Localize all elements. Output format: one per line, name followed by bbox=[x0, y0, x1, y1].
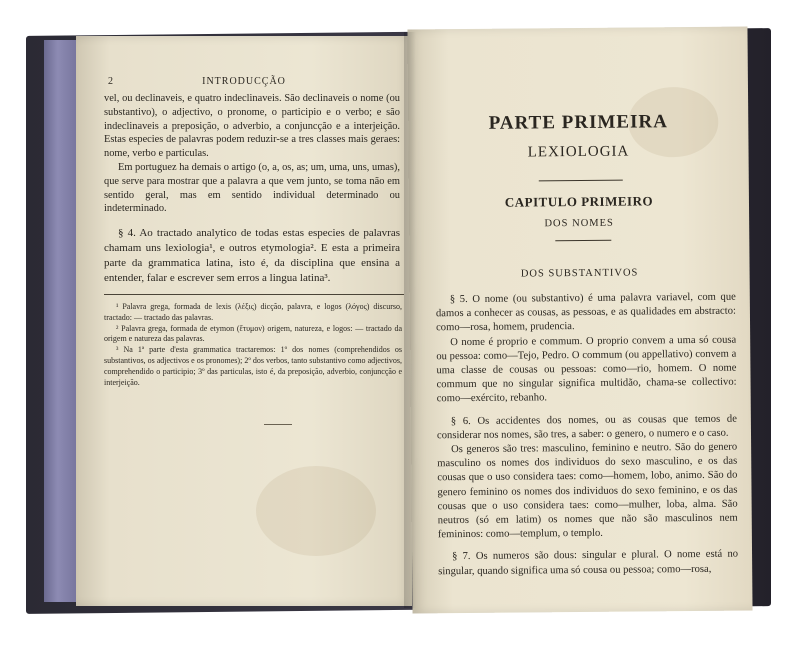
part-subtitle: LEXIOLOGIA bbox=[527, 143, 630, 161]
chapter-subtitle: DOS NOMES bbox=[544, 217, 614, 230]
part-title: PARTE PRIMEIRA bbox=[488, 111, 668, 134]
footnote-rule bbox=[104, 294, 404, 295]
paragraph: vel, ou declinaveis, e quatro indeclinaveis. São declinaveis o nome (ou substantivo), o adjectivo, o pronome, o participio e o verbo; e são indeclinaveis a preposição, o adverbio, a conjuncção e a interjeição. Estas especies de palavras podem reduzir-se a tres classes mais geraes: nome, verbo e particulas. bbox=[104, 93, 400, 160]
footnotes bbox=[104, 302, 402, 388]
title-rule bbox=[539, 180, 623, 182]
footnote: ¹ Palavra grega, formada de lexis (λέξις) dicção, palavra, e logos (λόγος) discurso, tractado: — tractado das palavras. bbox=[104, 302, 402, 322]
running-head: INTRODUCÇÃO bbox=[202, 76, 286, 87]
book-spine bbox=[44, 40, 80, 602]
paper-stain bbox=[256, 466, 376, 556]
paragraph: O nome é proprio e commum. O proprio convem a uma só cousa ou pessoa: como—Tejo, Pedro. O commum (ou appellativo) convem a uma classe de cousas ou pessoas: como—rio, homem. O nome commum que no singular significa multidão, chama-se collectivo: como—exército, rebanho. bbox=[436, 334, 737, 405]
left-page bbox=[76, 36, 412, 606]
left-body-text bbox=[104, 92, 400, 286]
footnote: ² Palavra grega, formada de etymon (ἔτυμον) origem, natureza, e logos: — tractado da origem e natureza das palavras. bbox=[104, 323, 402, 344]
chapter-rule bbox=[555, 240, 611, 241]
section-heading: DOS SUBSTANTIVOS bbox=[520, 267, 639, 280]
paragraph: Os generos são tres: masculino, feminino e neutro. São do genero masculino os nomes dos individuos do sexo masculino, e os das cousas que o uso considera taes: como—homem, lobo, animo. São do genero feminino os nomes dos individuos do sexo feminino, e os das cousas que o uso considera taes: como—mulher, loba, alma. São neutros (só em latim) os nomes que não são masculinos nem femininos: como—templum, o templo. bbox=[437, 441, 738, 541]
right-page bbox=[407, 27, 752, 614]
ornament-mark bbox=[264, 424, 292, 425]
section-paragraph: § 6. Os accidentes dos nomes, ou as cousas que temos de considerar nos nomes, são tres, a saber: o genero, o numero e o caso. bbox=[436, 413, 737, 442]
chapter-title: CAPITULO PRIMEIRO bbox=[504, 193, 654, 210]
section-paragraph: § 7. Os numeros são dous: singular e plural. O nome está no singular, quando significa uma só cousa ou pessoa; como—rosa, bbox=[438, 549, 739, 577]
page-gutter bbox=[404, 32, 416, 608]
footnote: ³ Na 1ª parte d'esta grammatica tractaremos: 1º dos nomes (comprehendidos os substantivos, os adjectivos e os pronomes); 2º dos verbos, tanto substantivo como adjectivos, comprehendido o participio; 3º das particulas, isto é, da preposição, adverbio, conjuncção e interjeição. bbox=[104, 345, 402, 387]
page-number: 2 bbox=[108, 76, 113, 87]
section-paragraph: § 4. Ao tractado analytico de todas estas especies de palavras chamam uns lexiologia¹, e outros etymologia². E esta a primeira parte da grammatica latina, isto é, da disciplina que ensina a entender, falar e escrever sem erros a lingua latina³. bbox=[104, 227, 400, 285]
paragraph: Em portuguez ha demais o artigo (o, a, os, as; um, uma, uns, umas), que serve para mostrar que a palavra a que vem junto, se toma não em sentido geral, mas em sentido individual determinado ou indeterminado. bbox=[104, 161, 400, 215]
paragraph: § 5. O nome (ou substantivo) é uma palavra variavel, com que damos a conhecer as cousas, as pessoas, e as qualidades em abstracto: como—rosa, homem, prudencia. bbox=[435, 291, 736, 334]
right-body-text bbox=[436, 291, 738, 579]
